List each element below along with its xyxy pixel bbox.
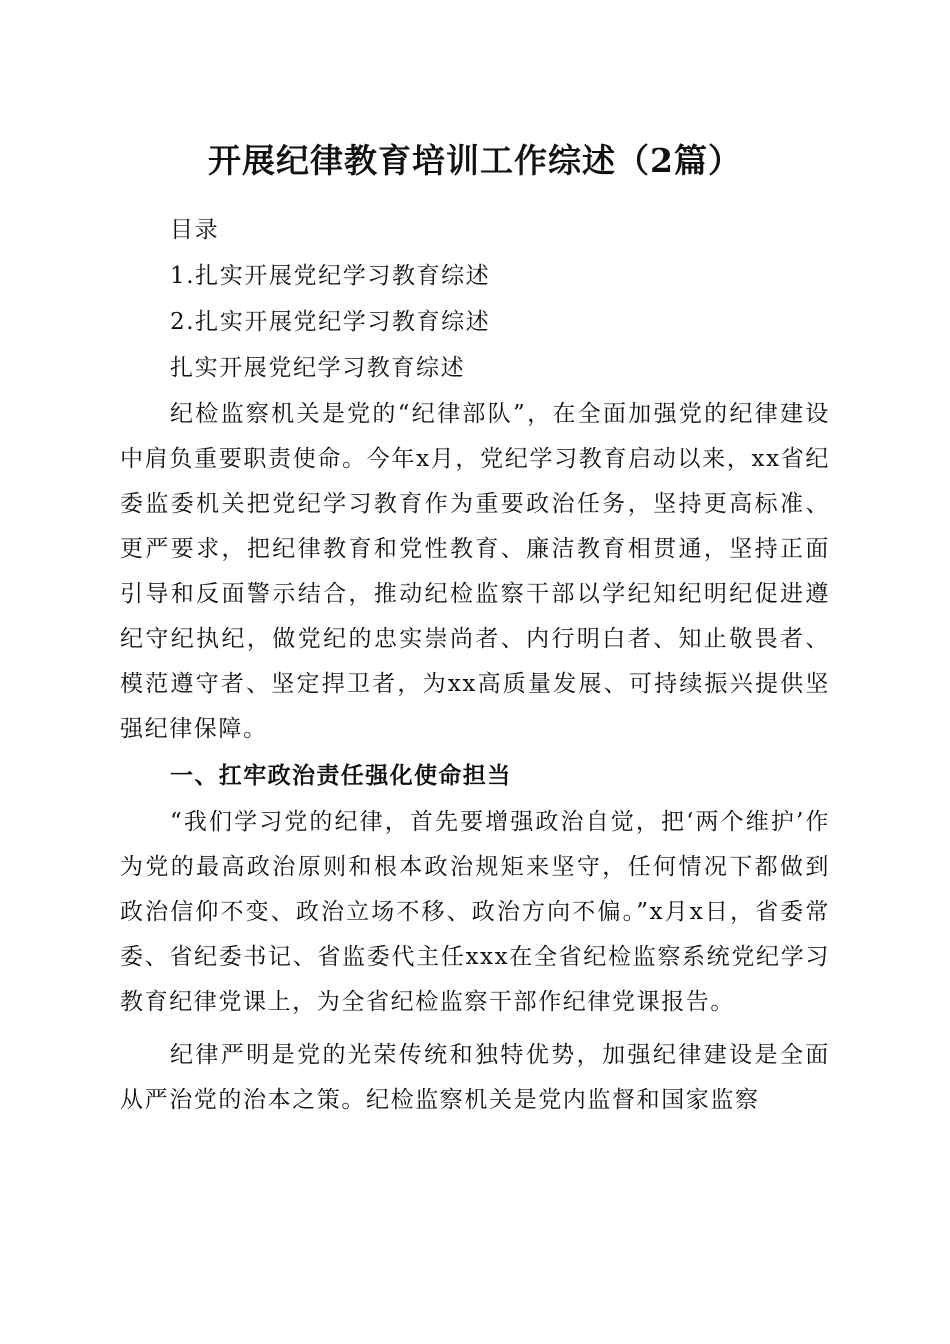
- toc-label: 目录: [170, 217, 220, 243]
- paragraph-quote: “我们学习党的纪律，首先要增强政治自觉，把‘两个维护’作为党的最高政治原则和根本政治规矩来坚守，任何情况下都做到政治信仰不变、政治立场不移、政治方向不偏。”x月x日，省委常委、省纪委书记、省监委代主任xxx在全省纪检监察系统党纪学习教育纪律党课上，为全省纪检监察干部作纪律党课报告。: [120, 809, 830, 1015]
- document-body: [120, 208, 830, 1123]
- toc-item-2: 2.扎实开展党纪学习教育综述: [170, 309, 491, 335]
- paragraph-intro: 纪检监察机关是党的“纪律部队”，在全面加强党的纪律建设中肩负重要职责使命。今年x月，党纪学习教育启动以来，xx省纪委监委机关把党纪学习教育作为重要政治任务，坚持更高标准、更严要求，把纪律教育和党性教育、廉洁教育相贯通，坚持正面引导和反面警示结合，推动纪检监察干部以学纪知纪明纪促进遵纪守纪执纪，做党纪的忠实崇尚者、内行明白者、知止敬畏者、模范遵守者、坚定捍卫者，为xx高质量发展、可持续振兴提供坚强纪律保障。: [120, 401, 830, 742]
- document-title: 开展纪律教育培训工作综述（2篇）: [208, 141, 742, 180]
- section-heading-1: 一、扛牢政治责任强化使命担当: [170, 763, 512, 789]
- section-title: 扎实开展党纪学习教育综述: [170, 355, 466, 381]
- paragraph-discipline: 纪律严明是党的光荣传统和独特优势，加强纪律建设是全面从严治党的治本之策。纪检监察机关是党内监督和国家监察: [120, 1042, 830, 1113]
- toc-item-1: 1.扎实开展党纪学习教育综述: [170, 263, 491, 289]
